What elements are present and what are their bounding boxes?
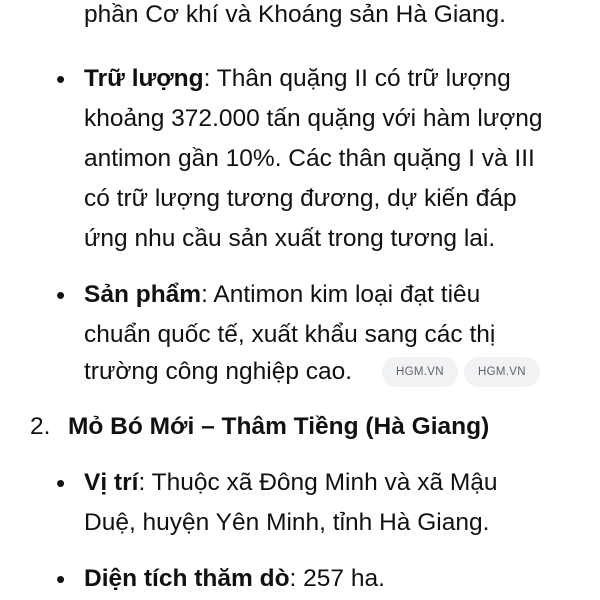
bullet-marker: • (56, 64, 66, 94)
reserves-text-1: : Thân quặng II có trữ lượng (203, 65, 511, 92)
location-text-1: : Thuộc xã Đông Minh và xã Mậu (138, 469, 498, 496)
reserves-line-5: ứng nhu cầu sản xuất trong tương lai. (84, 225, 496, 252)
area-value: : 257 ha. (289, 565, 385, 592)
intro-line: phần Cơ khí và Khoáng sản Hà Giang. (84, 1, 506, 28)
bullet-marker: • (56, 564, 66, 594)
reserves-line-4: có trữ lượng tương đương, dự kiến đáp (84, 185, 517, 212)
section-number: 2. (30, 413, 51, 440)
reserves-line-3: antimon gần 10%. Các thân quặng I và III (84, 145, 535, 172)
product-label: Sản phẩm (84, 281, 202, 308)
product-line-2: chuẩn quốc tế, xuất khẩu sang các thị (84, 321, 496, 348)
reserves-line-2: khoảng 372.000 tấn quặng với hàm lượng (84, 105, 543, 132)
product-line-1 (84, 278, 480, 312)
bullet-marker: • (56, 280, 66, 310)
reserves-label: Trữ lượng (84, 65, 204, 92)
source-chip[interactable]: HGM.VN (382, 357, 458, 387)
section-title (68, 410, 489, 444)
section-title-text: Mỏ Bó Mới – Thâm Tiềng (Hà Giang) (68, 413, 490, 440)
area-line (84, 562, 385, 596)
product-line-3: trường công nghiệp cao. (84, 358, 353, 385)
product-text-1: : Antimon kim loại đạt tiêu (201, 281, 481, 308)
reserves-line-1 (84, 62, 511, 96)
location-line-2: Duệ, huyện Yên Minh, tỉnh Hà Giang. (84, 509, 490, 536)
location-label: Vị trí (84, 469, 139, 496)
location-line-1 (84, 466, 498, 500)
area-label: Diện tích thăm dò (84, 565, 290, 592)
source-chip[interactable]: HGM.VN (464, 357, 540, 387)
bullet-marker: • (56, 468, 66, 498)
